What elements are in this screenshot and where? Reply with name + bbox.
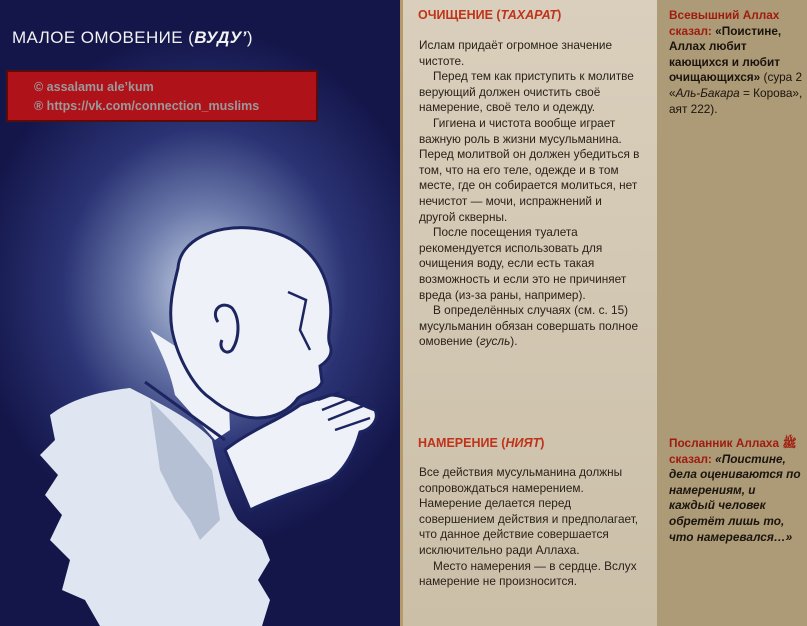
paragraph: Гигиена и чистота вообще играет важную роль в жизни мусульманина. Перед молитвой он должен убедиться в том, что на его теле, одежде и в том месте, где он собирается молиться, нет нечистот — мочи, испражнений и другой скверны. (419, 115, 640, 224)
watermark-line: © assalamu ale’kum (34, 80, 154, 94)
page-title: МАЛОЕ ОМОВЕНИЕ (ВУДУ’) (12, 28, 253, 47)
paragraph: Перед тем как приступить к молитве верующий должен очистить своё намерение, своё тело и одежду. (419, 69, 634, 115)
quote-hadith (669, 436, 803, 545)
quote-text: «Поистине, дела оцениваются по намерениям, и каждый человек обретёт лишь то, что намеревался…» (669, 451, 801, 544)
quote-intro: Посланник Аллаха ﷺ сказал: (669, 436, 797, 466)
watermark-box (6, 70, 318, 122)
paragraph: Место намерения — в сердце. Вслух намерение не произносится. (419, 558, 637, 589)
quote-intro: Всевышний Аллах сказал: (669, 8, 780, 38)
quote-quran: Всевышний Аллах сказал: «Поистине, Аллах любит кающихся и любит очищающихся» (сура 2 «Аль-Бакара = Корова», аят 222). (669, 8, 803, 116)
paragraph: После посещения туалета рекомендуется использовать для очищения воду, если есть такая возможность и если это не причиняет вреда (из-за раны, например). (419, 225, 627, 302)
section-body-niyat (419, 465, 641, 590)
paragraph: В определённых случаях (см. с. 15) мусульманин обязан совершать полное омовение (гусль). (419, 303, 639, 349)
section-body-taharat (419, 38, 641, 350)
quote-column (657, 0, 807, 626)
illustration-panel (0, 0, 400, 626)
main-text-column (400, 0, 657, 626)
section-heading-niyat: НАМЕРЕНИЕ (НИЯТ) (418, 436, 545, 450)
quote-text: «Поистине, Аллах любит кающихся и любит очищающихся» (669, 23, 782, 85)
watermark-link[interactable]: ® https://vk.com/connection_muslims (34, 99, 260, 113)
section-heading-taharat: ОЧИЩЕНИЕ (ТАХАРАТ) (418, 8, 562, 22)
paragraph: Ислам придаёт огромное значение чистоте. (419, 38, 613, 68)
paragraph: Все действия мусульманина должны сопровождаться намерением. Намерение делается перед совершением действия и предполагает, что данное действие совершается исключительно ради Аллаха. (419, 465, 639, 557)
